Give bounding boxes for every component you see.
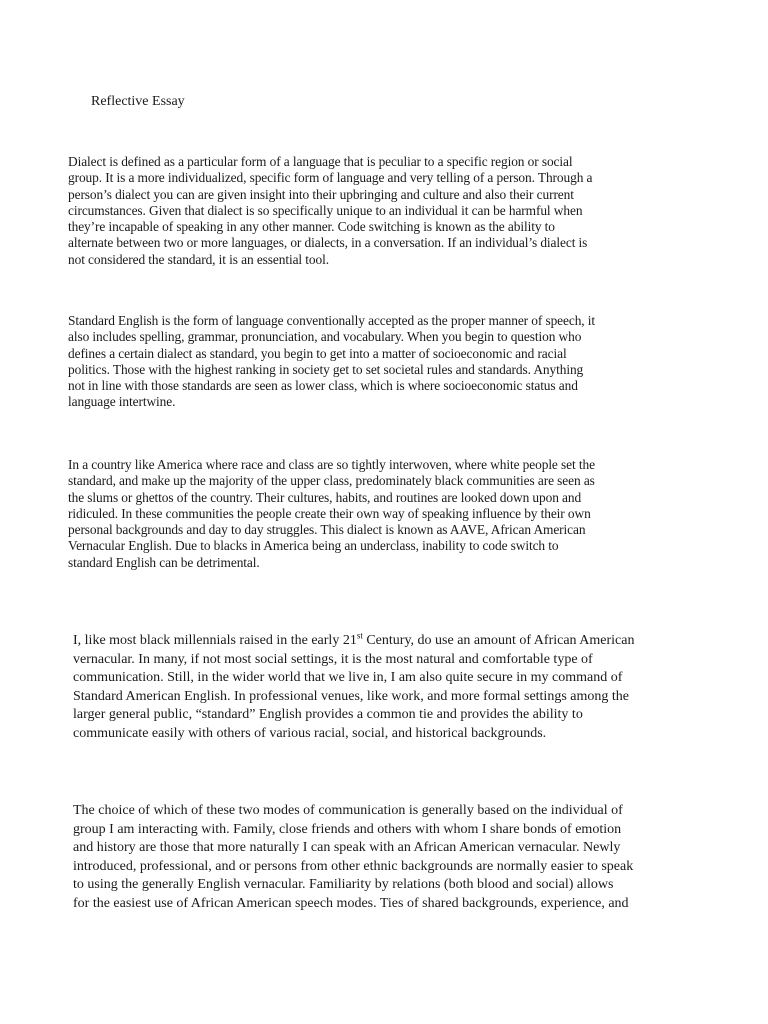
- ordinal-suffix: st: [356, 630, 363, 641]
- paragraph-standard-english: [68, 313, 688, 411]
- text-line: for the easiest use of African American speech modes. Ties of shared backgrounds, experience, and: [73, 895, 629, 911]
- text-line: Vernacular English. Due to blacks in America being an underclass, inability to code switch to: [68, 538, 559, 554]
- text-line: Standard English is the form of language conventionally accepted as the proper manner of speech, it: [68, 313, 596, 328]
- text-line: standard, and make up the majority of the upper class, predominately black communities are seen as: [68, 473, 595, 489]
- text-line: group. It is a more individualized, specific form of language and very telling of a person. Through a: [68, 170, 593, 186]
- text-line: standard English can be detrimental.: [68, 554, 260, 570]
- text-line: communicate easily with others of various racial, social, and historical backgrounds.: [73, 725, 547, 741]
- text-line: personal backgrounds and day to day struggles. This dialect is known as AAVE, African American: [68, 522, 586, 538]
- text-line: also includes spelling, grammar, pronunciation, and vocabulary. When you begin to question who: [68, 329, 582, 345]
- text-line: politics. Those with the highest ranking in society get to set societal rules and standards. Anything: [68, 361, 584, 377]
- text-fragment: Century, do use an amount of African American: [362, 633, 635, 648]
- text-line: to using the generally English vernacular. Familiarity by relations (both blood and social) allows: [73, 877, 614, 893]
- text-line: not in line with those standards are seen as lower class, which is where socioeconomic status and: [68, 378, 578, 394]
- text-line: Standard American English. In professional venues, like work, and more formal settings among the: [73, 688, 629, 704]
- text-line: group I am interacting with. Family, close friends and others with whom I share bonds of emotion: [73, 821, 622, 837]
- text-line: larger general public, “standard” English provides a common tie and provides the ability to: [73, 707, 583, 723]
- paragraph-millennials: [73, 632, 693, 744]
- text-line: vernacular. In many, if not most social settings, it is the most natural and comfortable type of: [73, 651, 593, 667]
- paragraph-modes-of-communication: [73, 802, 693, 914]
- text-line: defines a certain dialect as standard, you begin to get into a matter of socioeconomic and racial: [68, 345, 567, 361]
- text-line: not considered the standard, it is an essential tool.: [68, 251, 329, 267]
- paragraph-america: [68, 457, 688, 571]
- text-fragment: I, like most black millennials raised in the early 21: [73, 633, 357, 648]
- text-line: the slums or ghettos of the country. Their cultures, habits, and routines are looked down upon and: [68, 489, 582, 505]
- text-line: In a country like America where race and class are so tightly interwoven, where white people set the: [68, 457, 595, 472]
- text-line: The choice of which of these two modes of communication is generally based on the individual of: [73, 803, 623, 818]
- text-line: they’re incapable of speaking in any other manner. Code switching is known as the ability to: [68, 219, 555, 235]
- text-line: alternate between two or more languages, or dialects, in a conversation. If an individual’s dialect is: [68, 235, 588, 251]
- text-line: Dialect is defined as a particular form of a language that is peculiar to a specific region or social: [68, 154, 573, 169]
- text-line: person’s dialect you can are given insight into their upbringing and culture and also their current: [68, 186, 574, 202]
- text-line: language intertwine.: [68, 394, 176, 410]
- text-line: introduced, professional, and or persons from other ethnic backgrounds are normally easier to speak: [73, 858, 634, 874]
- text-line: communication. Still, in the wider world that we live in, I am also quite secure in my command of: [73, 670, 623, 686]
- text-line: [73, 632, 693, 651]
- document-title: Reflective Essay: [91, 94, 185, 109]
- text-line: and history are those that more naturally I can speak with an African American vernacular. Newly: [73, 840, 621, 856]
- text-line: ridiculed. In these communities the people create their own way of speaking influence by their own: [68, 505, 591, 521]
- text-line: circumstances. Given that dialect is so specifically unique to an individual it can be harmful when: [68, 202, 583, 218]
- paragraph-dialect: [68, 154, 688, 268]
